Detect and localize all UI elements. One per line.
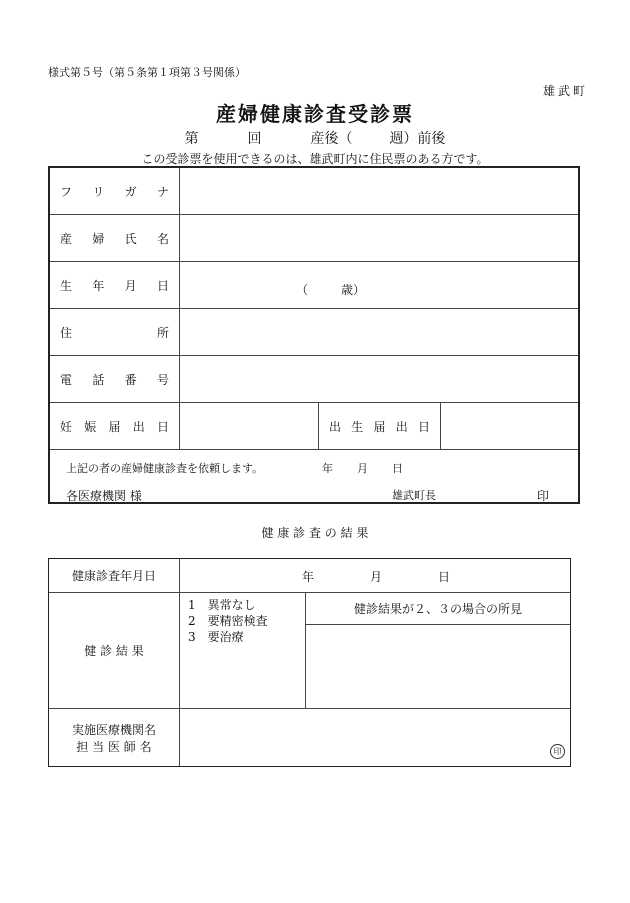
eligibility-note: この受診票を使用できるのは、雄武町内に住民票のある方です。 (141, 152, 489, 166)
age-open-bracket: （ (296, 283, 309, 297)
applicant-form (48, 166, 580, 504)
results-table (48, 558, 571, 767)
issuer-town: 雄武町 (542, 84, 588, 98)
birthdate-label: 生 年 月 日 (50, 262, 180, 308)
facility-doctor-label (49, 709, 180, 766)
doctor-seal-mark: 印 (550, 744, 565, 759)
doctor-label: 担 当 医 師 名 (76, 739, 152, 754)
address-row (50, 309, 578, 356)
furigana-row (50, 168, 578, 215)
result-option-1: 1 異常なし (188, 598, 256, 612)
phone-label: 電 話 番 号 (50, 356, 180, 402)
facility-label: 実施医療機関名 (71, 722, 156, 737)
addressee-clinics: 各医療機関 様 (66, 489, 142, 503)
form-number: 様式第５号（第５条第１項第３号関係） (48, 66, 246, 79)
subtitle-part: 産後（ (310, 131, 353, 147)
facility-row (49, 709, 570, 766)
mayor-title: 雄武町長 (392, 489, 436, 502)
findings-label: 健診結果が２、３の場合の所見 (305, 593, 570, 625)
birthdate-row (50, 262, 578, 309)
pregnancy-notice-label: 妊 娠 届 出 日 (50, 403, 180, 449)
results-section-title: 健 康 診 査 の 結 果 (261, 526, 369, 540)
page-title: 産婦健康診査受診票 (216, 102, 414, 126)
exam-result-label: 健 診 結 果 (49, 593, 180, 708)
result-option-3: 3 要治療 (188, 630, 244, 644)
address-label: 住 所 (50, 309, 180, 355)
findings-area (305, 625, 570, 708)
visit-subtitle (0, 128, 630, 148)
name-label: 産 婦 氏 名 (50, 215, 180, 261)
name-row (50, 215, 578, 262)
phone-row (50, 356, 578, 403)
subtitle-part: 第 (184, 131, 199, 147)
exam-date-units: 年 月 日 (302, 570, 451, 584)
request-text: 上記の者の産婦健康診査を依頼します。 (66, 462, 264, 475)
subtitle-part: 週）前後 (389, 131, 446, 147)
exam-result-row (49, 593, 570, 709)
furigana-label: フ リ ガ ナ (50, 168, 180, 214)
result-option-2: 2 要精密検査 (188, 614, 268, 628)
seal-mark: 印 (537, 489, 550, 503)
age-unit: 歳） (341, 283, 366, 297)
notice-row (50, 403, 578, 450)
request-date: 年 月 日 (322, 462, 403, 475)
birth-notice-label: 出 生 届 出 日 (318, 403, 441, 449)
subtitle-part: 回 (247, 131, 262, 147)
exam-date-label: 健康診査年月日 (49, 559, 180, 592)
